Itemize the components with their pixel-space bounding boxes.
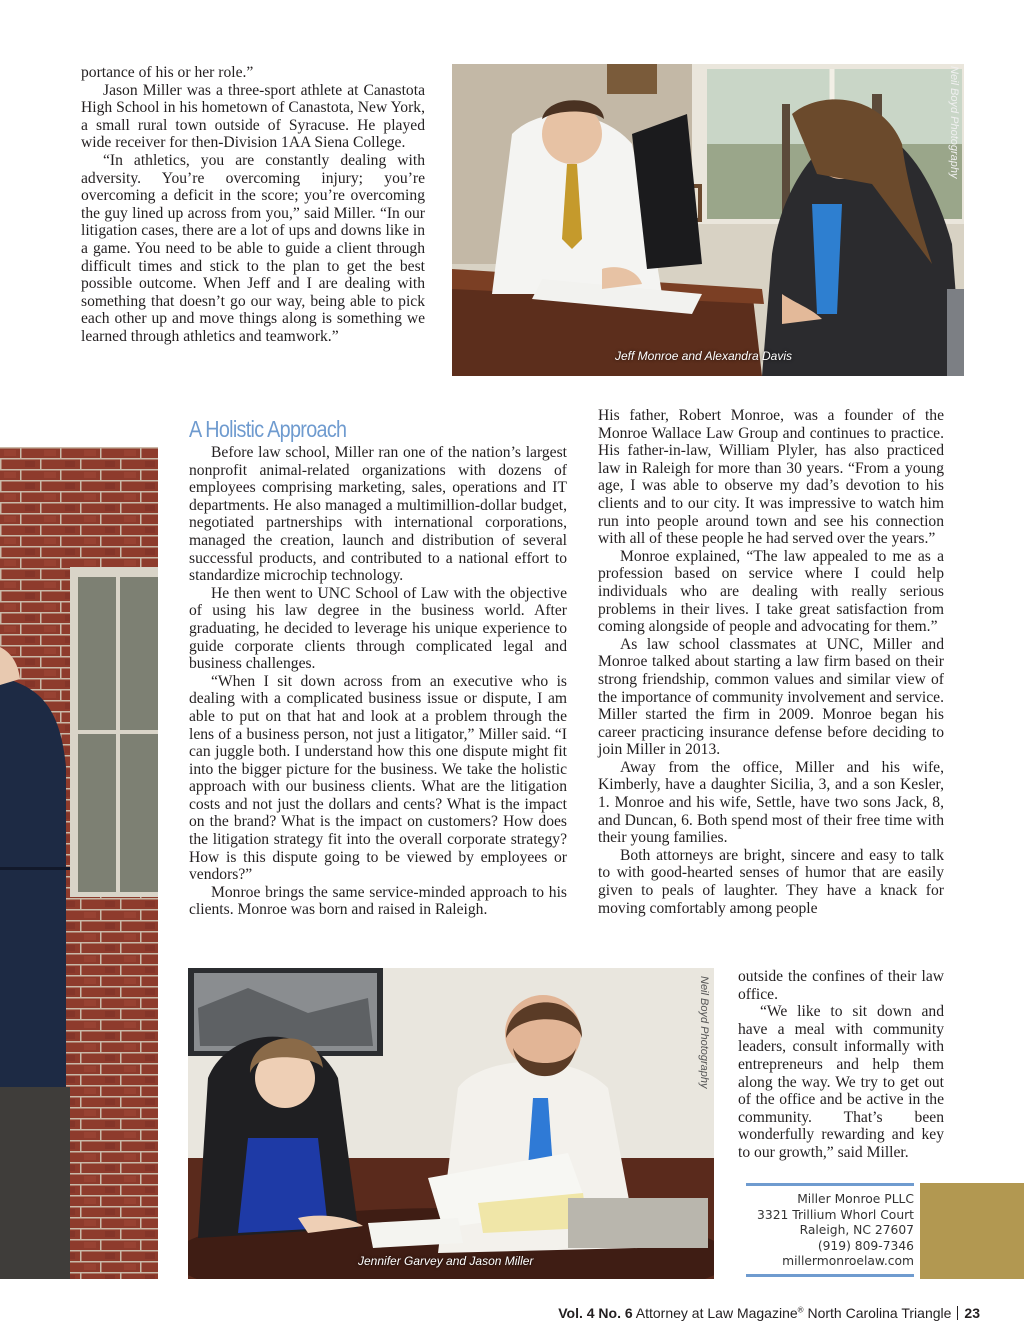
photo-caption: Jennifer Garvey and Jason Miller	[358, 1254, 534, 1268]
paragraph: “In athletics, you are constantly dealing with adversity. You’re overcoming injury; you’re overcoming a deficit in the score; you’re overcoming the guy lined up across from you,” said Miller. “In our litigation cases, there are a lot of ups and downs like in a game. You need to be able to guide a client through difficult times and stick to the plan to get the best possible outcome. When Jeff and I are dealing with something that doesn’t go our way, being able to pick each other up and move things along is something we learned through athletics and teamwork.”	[81, 151, 425, 345]
paragraph: Monroe explained, “The law appealed to me as a profession based on service where I could help individuals who are dealing with really serious problems in their lives. I take great satisfaction from coming alongside of people and advocating for them.”	[598, 547, 944, 636]
street-address: 3321 Trillium Whorl Court	[757, 1207, 914, 1222]
paragraph: Jason Miller was a three-sport athlete at Canastota High School in his hometown of Canastota, New York, a small rural town outside of Syracuse. He played wide receiver for then-Division 1AA Siena College.	[81, 81, 425, 152]
photo-caption: Jeff Monroe and Alexandra Davis	[615, 349, 792, 363]
registered-mark: ®	[797, 1305, 804, 1315]
article-column-2	[189, 444, 567, 919]
paragraph: Before law school, Miller ran one of the nation’s largest nonprofit animal-related organizations with dozens of employees comprising marketing, sales, operations and IT departments. He also managed a multimillion-dollar budget, negotiated partnerships with international corporations, managed the creation, launch and distribution of several successful products, and contributed to a national effort to standardize microchip technology.	[189, 444, 567, 585]
page-number: 23	[964, 1305, 980, 1321]
footer-divider	[957, 1306, 958, 1320]
article-column-3-narrow	[738, 968, 944, 1162]
paragraph: Both attorneys are bright, sincere and easy to talk to with good-hearted senses of humor that are easily given to peals of laughter. They have a knack for moving comfortably among people	[598, 846, 944, 917]
volume-issue: Vol. 4 No. 6	[558, 1305, 633, 1321]
website-link[interactable]: millermonroelaw.com	[782, 1254, 914, 1268]
page-footer	[558, 1305, 980, 1321]
paragraph: As law school classmates at UNC, Miller and Monroe talked about starting a law firm based on their strong friendship, common values and similar view of the importance of community involvement and service. Miller started the firm in 2009. Monroe began his career practicing insurance defense before deciding to join Miller in 2013.	[598, 635, 944, 759]
phone-number: (919) 809-7346	[817, 1238, 914, 1253]
left-edge-photo	[0, 447, 158, 1279]
paragraph: portance of his or her role.”	[81, 64, 254, 81]
paragraph: outside the confines of their law office.	[738, 968, 944, 1003]
article-column-1	[81, 64, 425, 346]
paragraph: “When I sit down across from an executive who is dealing with a complicated business issue or dispute, I am able to put on that hat and look at a problem through the lens of a business person, not just a litigator,” Miller said. “I can juggle both. I understand how this one dispute might fit into the bigger picture for the business. We take the holistic approach with our business clients. What are the litigation costs and not just the dollars and cents? What is the impact on the brand? What is the impact on customers? How does the litigation strategy fit into the overall corporate strategy? How is this dispute going to be viewed by employees or vendors?”	[189, 672, 567, 884]
magazine-name: Attorney at Law Magazine	[635, 1305, 798, 1321]
paragraph: Away from the office, Miller and his wife, Kimberly, have a daughter Sicilia, 3, and a son Kesler, 1. Monroe and his wife, Settle, have two sons Jack, 8, and Duncan, 6. Both spend most of their free time with their young families.	[598, 758, 944, 847]
section-heading: A Holistic Approach	[189, 416, 347, 442]
photo-credit: Neil Boyd Photography	[948, 66, 960, 179]
paragraph: “We like to sit down and have a meal with community leaders, consult informally with entrepreneurs and help them along the way. We try to get out of the office and be active in the community. That’s been wonderfully rewarding and key to our growth,” said Miller.	[738, 1003, 944, 1161]
edition-name: North Carolina Triangle	[807, 1305, 952, 1321]
article-column-3	[598, 407, 944, 917]
contact-box	[746, 1183, 914, 1277]
photo-credit: Neil Boyd Photography	[698, 976, 710, 1089]
photo-monroe-davis	[452, 64, 964, 376]
paragraph: His father, Robert Monroe, was a founder of the Monroe Wallace Law Group and continues to practice. His father-in-law, William Plyler, has also practiced law in Raleigh for more than 30 years. “From a young age, I was able to observe my dad’s devotion to his clients and to our city. It was impressive to watch him run into people around town and see his connection with all of these people he had served over the years.”	[598, 407, 944, 548]
firm-name: Miller Monroe PLLC	[797, 1192, 914, 1206]
gold-accent-block	[920, 1183, 1024, 1279]
city-state-zip: Raleigh, NC 27607	[799, 1223, 914, 1237]
paragraph: Monroe brings the same service-minded approach to his clients. Monroe was born and raised in Raleigh.	[189, 883, 567, 919]
paragraph: He then went to UNC School of Law with the objective of using his law degree in the business world. After graduating, he decided to leverage his unique experience to guide corporate clients through complicated legal and business challenges.	[189, 584, 567, 673]
photo-garvey-miller	[188, 968, 714, 1279]
